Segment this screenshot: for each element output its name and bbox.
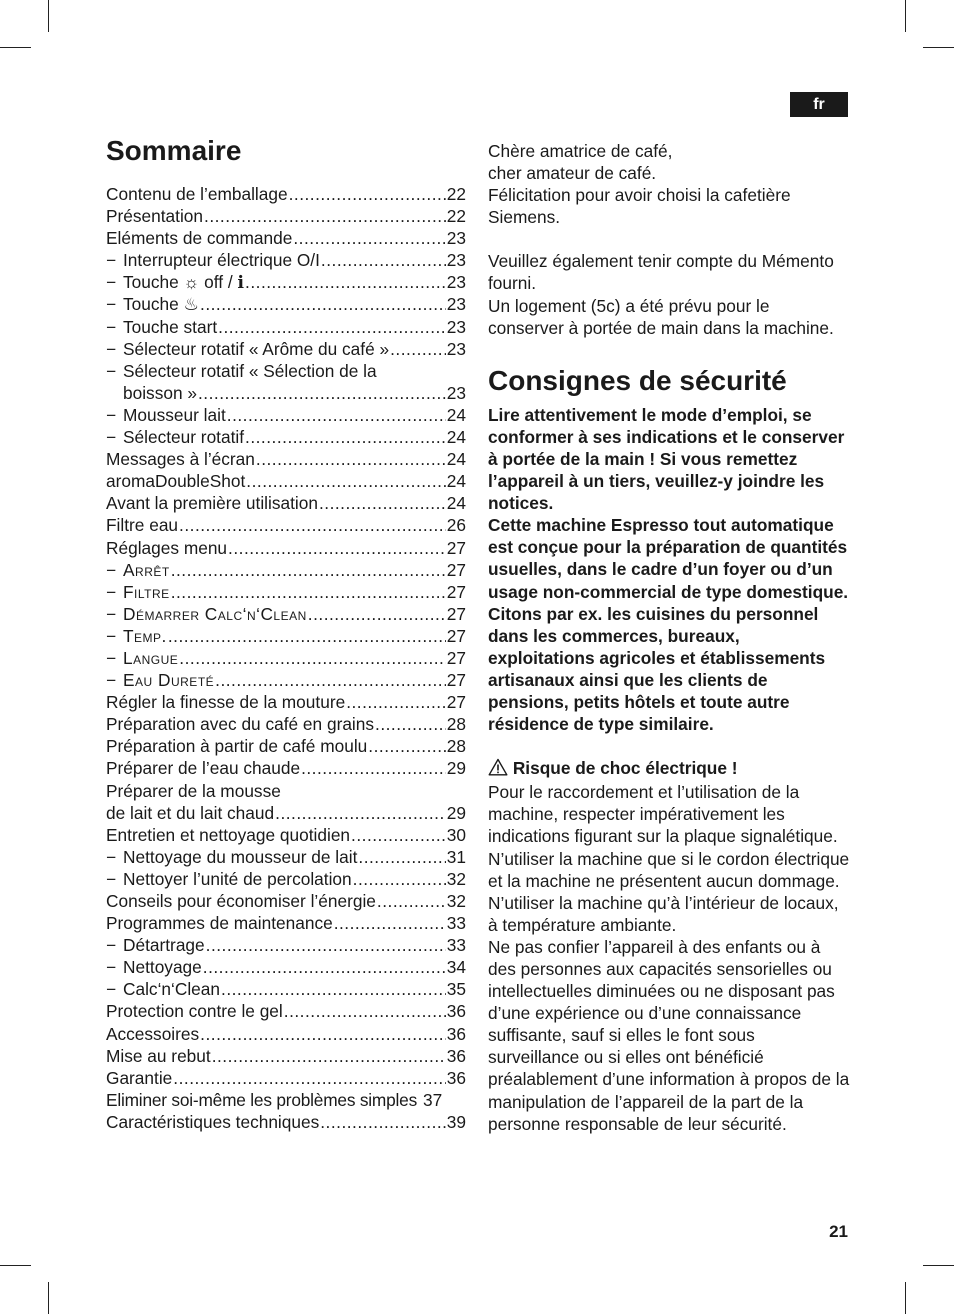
- safety-paragraph: N’utiliser la machine que si le cordon électrique et la machine ne présentent aucun dommage.: [488, 848, 850, 891]
- toc-item[interactable]: Programmes de maintenance ..... 33: [106, 912, 466, 934]
- toc-item[interactable]: − Nettoyer l’unité de percolation ..... 32: [106, 868, 466, 890]
- toc-item[interactable]: − Touche ♨ ..... 23: [106, 293, 466, 315]
- crop-mark: [48, 1282, 49, 1314]
- warning-title: Risque de choc électrique !: [512, 758, 738, 779]
- toc-item[interactable]: Messages à l’écran ..... 24: [106, 448, 466, 470]
- toc-item[interactable]: − Détartrage ..... 33: [106, 934, 466, 956]
- toc-item[interactable]: − Arrêt ..... 27: [106, 559, 466, 581]
- toc-item[interactable]: − Langue ..... 27: [106, 647, 466, 669]
- toc-item[interactable]: Accessoires ..... 36: [106, 1023, 466, 1045]
- toc-item[interactable]: Contenu de l’emballage ..... 22: [106, 183, 466, 205]
- right-column: [488, 140, 850, 1135]
- toc-item[interactable]: aromaDoubleShot ..... 24: [106, 470, 466, 492]
- toc-item[interactable]: − Touche ☼ off / ℹ ..... 23: [106, 271, 466, 293]
- toc-item[interactable]: − Démarrer Calc‘n‘Clean ..... 27: [106, 603, 466, 625]
- toc-item[interactable]: Entretien et nettoyage quotidien ..... 30: [106, 824, 466, 846]
- toc-item[interactable]: Préparer de l’eau chaude ..... 29: [106, 757, 466, 779]
- toc-item[interactable]: Garantie ..... 36: [106, 1067, 466, 1089]
- intro-paragraph: Veuillez également tenir compte du Mémento fourni.: [488, 251, 834, 294]
- crop-mark: [0, 1265, 31, 1266]
- page-number: 21: [829, 1222, 848, 1241]
- crop-mark: [48, 0, 49, 32]
- toc-item[interactable]: Mise au rebut ..... 36: [106, 1045, 466, 1067]
- table-of-contents: [106, 134, 466, 1133]
- greeting-line: cher amateur de café.: [488, 163, 657, 184]
- toc-item[interactable]: Caractéristiques techniques ..... 39: [106, 1111, 466, 1133]
- toc-item[interactable]: − Eau Dureté ..... 27: [106, 669, 466, 691]
- toc-item[interactable]: Présentation ..... 22: [106, 205, 466, 227]
- toc-item[interactable]: Protection contre le gel ..... 36: [106, 1000, 466, 1022]
- language-tab: fr: [790, 92, 848, 117]
- toc-item[interactable]: Préparer de la mousse de lait et du lait chaud ..... 29: [106, 780, 466, 824]
- toc-item[interactable]: Préparation avec du café en grains ..... 28: [106, 713, 466, 735]
- safety-bold-paragraph: Lire attentivement le mode d’emploi, se conformer à ses indications et le conserver à portée de la main ! Si vous remettez l’appareil à un tiers, veuillez-y joindre les notices.: [488, 404, 845, 514]
- crop-mark: [905, 0, 906, 32]
- crop-mark: [923, 47, 954, 48]
- warning-triangle-icon: [488, 758, 508, 781]
- crop-mark: [905, 1282, 906, 1314]
- safety-paragraph: N’utiliser la machine qu’à l’intérieur de locaux, à température ambiante.: [488, 892, 839, 935]
- toc-item[interactable]: Eliminer soi-même les problèmes simples 37: [106, 1089, 443, 1110]
- safety-paragraph: Ne pas confier l’appareil à des enfants ou à des personnes aux capacités sensorielles ou intellectuelles diminuées ou ne disposant pas d’une expérience ou d’une connaissance suffisante, sauf si elles le font sous surveillance ou si elles ont bénéficié préalablement d’une information à propos de la manipulation de l’appareil de la part de la personne responsable de leur sécurité.: [488, 936, 850, 1134]
- greeting-line: Félicitation pour avoir choisi la cafetière Siemens.: [488, 185, 791, 228]
- toc-item[interactable]: Filtre eau ..... 26: [106, 514, 466, 536]
- toc-item[interactable]: − Interrupteur électrique O/I ..... 23: [106, 249, 466, 271]
- toc-item[interactable]: − Temp. ..... 27: [106, 625, 466, 647]
- toc-item[interactable]: − Sélecteur rotatif « Arôme du café » ..... 23: [106, 338, 466, 360]
- warning-heading: [488, 757, 850, 781]
- toc-item[interactable]: Avant la première utilisation ..... 24: [106, 492, 466, 514]
- toc-item[interactable]: Eléments de commande ..... 23: [106, 227, 466, 249]
- toc-item[interactable]: − Filtre ..... 27: [106, 581, 466, 603]
- crop-mark: [923, 1265, 954, 1266]
- toc-item[interactable]: − Touche start ..... 23: [106, 316, 466, 338]
- toc-item[interactable]: Régler la finesse de la mouture ..... 27: [106, 691, 466, 713]
- toc-list: [106, 183, 466, 1133]
- safety-paragraph: Pour le raccordement et l’utilisation de la machine, respecter impérativement les indications figurant sur la plaque signalétique.: [488, 782, 838, 847]
- toc-item[interactable]: − Nettoyage du mousseur de lait ..... 31: [106, 846, 466, 868]
- crop-mark: [0, 47, 31, 48]
- toc-item[interactable]: Conseils pour économiser l’énergie ..... 32: [106, 890, 466, 912]
- toc-item[interactable]: − Sélecteur rotatif ..... 24: [106, 426, 466, 448]
- toc-item[interactable]: Réglages menu ..... 27: [106, 537, 466, 559]
- toc-item[interactable]: − Calc‘n‘Clean ..... 35: [106, 978, 466, 1000]
- toc-item[interactable]: − Nettoyage ..... 34: [106, 956, 466, 978]
- toc-item[interactable]: − Mousseur lait ..... 24: [106, 404, 466, 426]
- toc-title: Sommaire: [106, 135, 242, 166]
- greeting-line: Chère amatrice de café,: [488, 141, 673, 161]
- safety-title: Consignes de sécurité: [488, 364, 787, 396]
- intro-paragraph: Un logement (5c) a été prévu pour le conserver à portée de main dans la machine.: [488, 295, 834, 338]
- toc-item[interactable]: − Sélecteur rotatif « Sélection de la boisson » ..... 23: [106, 360, 466, 404]
- toc-item[interactable]: Préparation à partir de café moulu ..... 28: [106, 735, 466, 757]
- safety-bold-paragraph: Cette machine Espresso tout automatique est conçue pour la préparation de quantités usuelles, dans le cadre d’un foyer ou d’un usage non-commercial de type domestique. Citons par ex. les cuisines du personnel dans les commerces, bureaux, exploitations agricoles et établissements artisanaux ainsi que les clients de pensions, petits hôtels et toute autre résidence de type similaire.: [488, 515, 849, 735]
